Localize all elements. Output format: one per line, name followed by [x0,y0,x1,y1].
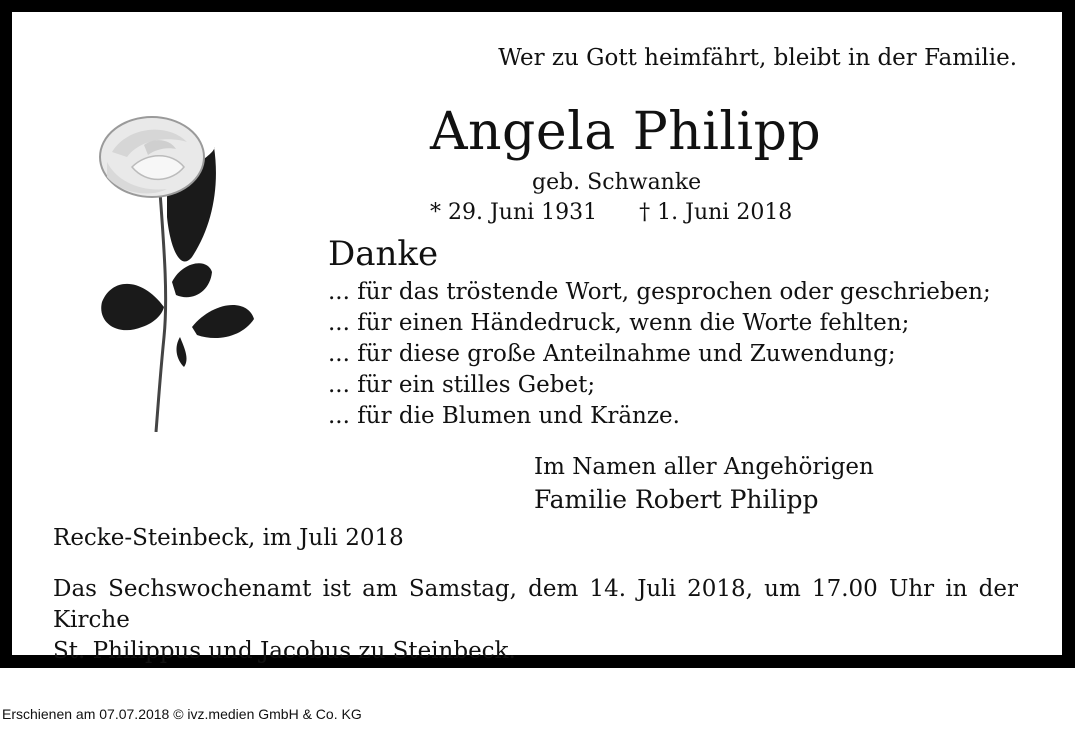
service-info [53,574,1018,667]
motto: Wer zu Gott heimfährt, bleibt in der Familie. [498,45,1017,71]
thanks-line: ... für ein stilles Gebet; [328,372,596,398]
birth-date: * 29. Juni 1931 [430,200,598,225]
deceased-name: Angela Philipp [430,102,822,162]
death-date: † 1. Juni 2018 [639,200,793,225]
thanks-line: ... für diese große Anteilnahme und Zuwendung; [328,341,896,367]
thanks-line: ... für einen Händedruck, wenn die Worte fehlten; [328,310,910,336]
birth-name: geb. Schwanke [532,170,702,195]
thanks-heading: Danke [328,234,439,274]
thanks-list [328,277,991,432]
life-dates [430,200,792,225]
service-info-line: St. Philippus und Jacobus zu Steinbeck. [53,638,516,664]
notice-content [12,12,1062,664]
family-name: Familie Robert Philipp [534,485,819,514]
thanks-line: ... für das tröstende Wort, gesprochen oder geschrieben; [328,279,991,305]
thanks-line: ... für die Blumen und Kränze. [328,403,680,429]
publication-credit: Erschienen am 07.07.2018 © ivz.medien GmbH & Co. KG [2,706,362,722]
family-intro: Im Namen aller Angehörigen [534,454,874,480]
service-info-line: Das Sechswochenamt ist am Samstag, dem 14. Juli 2018, um 17.00 Uhr in der Kirche [53,576,1018,633]
place-date: Recke-Steinbeck, im Juli 2018 [53,525,404,551]
rose-illustration [72,97,262,432]
